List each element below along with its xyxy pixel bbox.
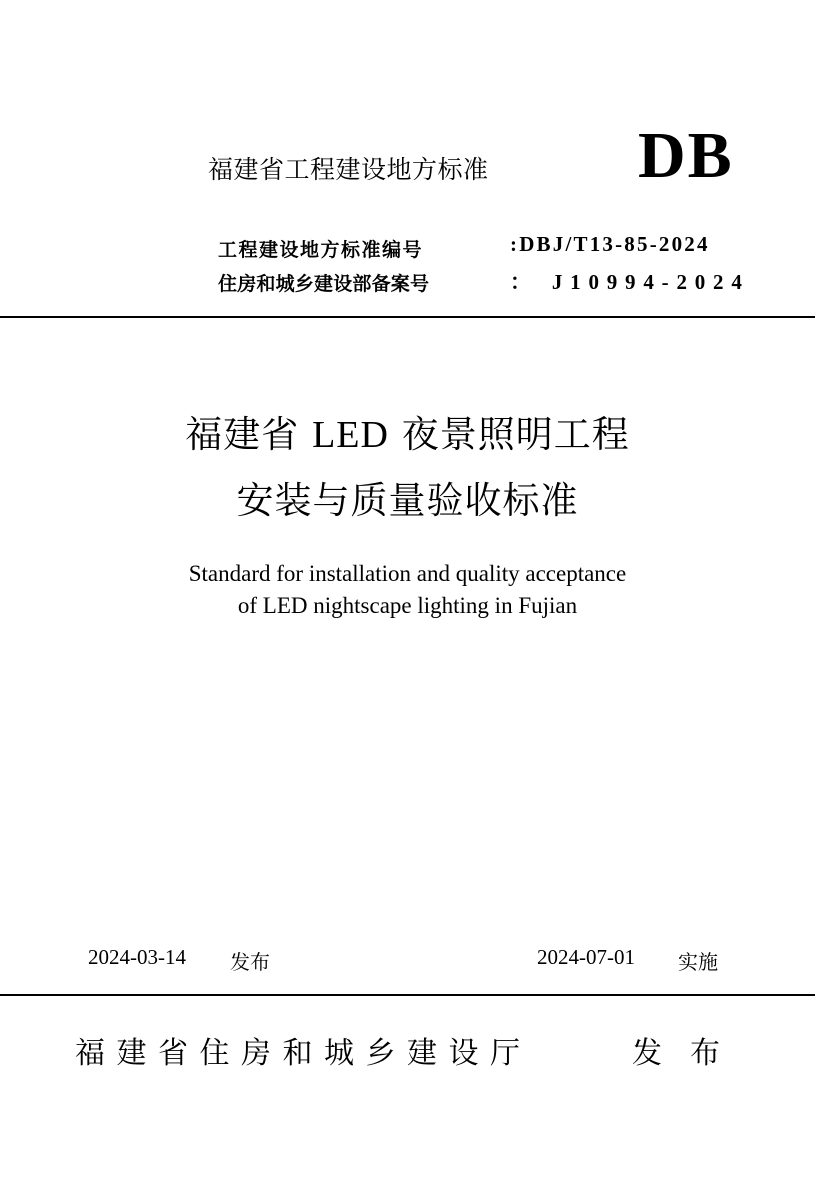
- title-zh-line2: 安装与质量验收标准: [236, 479, 579, 522]
- title-en-line2: of LED nightscape lighting in Fujian: [237, 593, 578, 618]
- issuer-name: 福建省住房和城乡建设厅: [75, 1036, 532, 1071]
- publish-label: 发布: [230, 950, 270, 974]
- title-zh-line1-suffix: 夜景照明工程: [401, 413, 630, 456]
- title-zh-line1: [0, 404, 815, 458]
- title-zh-line1-prefix: 福建省: [185, 413, 300, 456]
- header-divider: [0, 316, 815, 318]
- effective-label: 实施: [678, 950, 718, 974]
- db-mark: DB: [638, 119, 734, 192]
- footer-divider: [0, 994, 815, 996]
- title-zh-line1-latin: LED: [312, 414, 389, 456]
- filing-number-label: 住房和城乡建设部备案号: [218, 273, 430, 295]
- filing-number-value: ： J10994-2024: [510, 270, 750, 294]
- standard-number-label: 工程建设地方标准编号: [218, 239, 424, 261]
- effective-date: 2024-07-01: [537, 945, 635, 969]
- issuer-verb: 发布: [632, 1036, 748, 1071]
- series-title: 福建省工程建设地方标准: [208, 155, 489, 184]
- title-en-line1: Standard for installation and quality acceptance: [188, 561, 627, 586]
- standard-number-value: :DBJ/T13-85-2024: [510, 232, 710, 256]
- publish-date: 2024-03-14: [88, 945, 186, 969]
